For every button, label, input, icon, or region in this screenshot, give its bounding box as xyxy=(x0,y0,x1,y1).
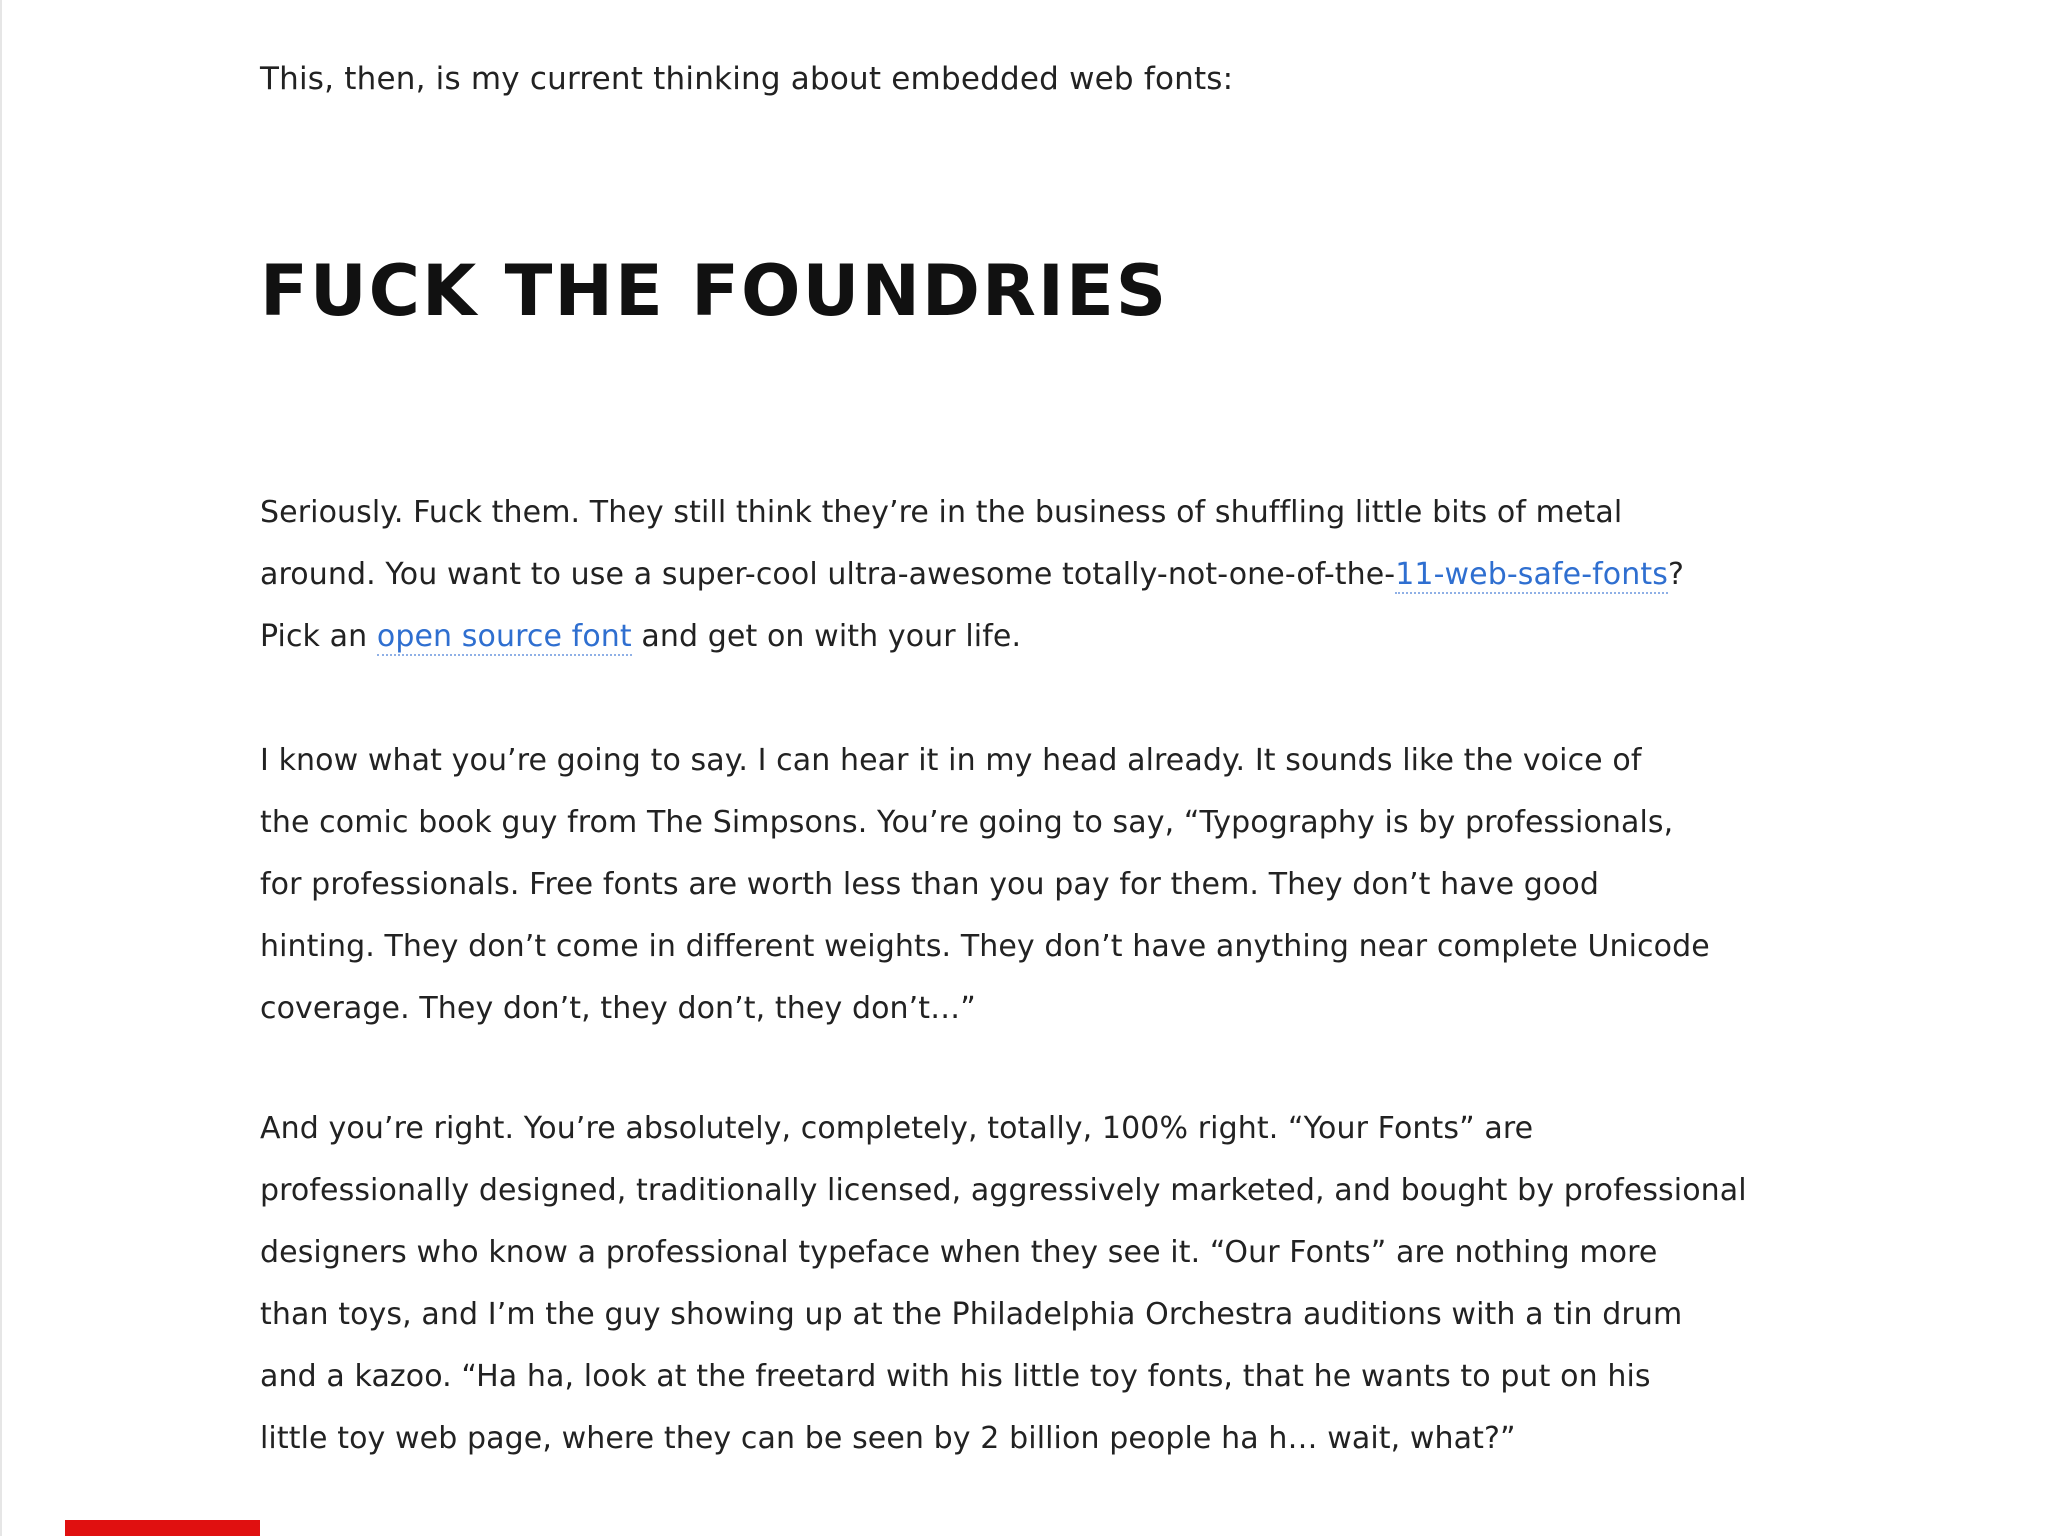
paragraph-2-line: hinting. They don’t come in different weights. They don’t have anything near complete Unicode xyxy=(260,929,1710,964)
paragraph-1-line-3 xyxy=(260,606,1680,668)
red-accent-bar xyxy=(65,1520,260,1536)
paragraph-1-line-3-end: and get on with your life. xyxy=(631,619,1022,654)
paragraph-3-line: than toys, and I’m the guy showing up at the Philadelphia Orchestra auditions with a tin drum xyxy=(260,1297,1683,1332)
paragraph-3-line: little toy web page, where they can be seen by 2 billion people ha h… wait, what?” xyxy=(260,1421,1516,1456)
paragraph-1-line-3-text: Pick an xyxy=(260,619,377,654)
page-left-border xyxy=(0,0,2,1536)
intro-paragraph: This, then, is my current thinking about embedded web fonts: xyxy=(260,61,1234,97)
paragraph-2-line: the comic book guy from The Simpsons. You’re going to say, “Typography is by professionals, xyxy=(260,805,1674,840)
web-safe-fonts-link[interactable]: 11-web-safe-fonts xyxy=(1395,557,1668,592)
paragraph-1-line-2-text: around. You want to use a super-cool ultra-awesome totally-not-one-of-the- xyxy=(260,557,1396,592)
paragraph-1-line-1: Seriously. Fuck them. They still think they’re in the business of shuffling little bits of metal xyxy=(260,495,1623,530)
paragraph-3-line: And you’re right. You’re absolutely, completely, totally, 100% right. “Your Fonts” are xyxy=(260,1111,1534,1146)
open-source-font-link[interactable]: open source font xyxy=(376,619,632,654)
paragraph-3-line: and a kazoo. “Ha ha, look at the freetard with his little toy fonts, that he wants to put on his xyxy=(260,1359,1651,1394)
paragraph-1-line-2-end: ? xyxy=(1667,557,1684,592)
paragraph-1-line-2 xyxy=(260,544,1684,606)
paragraph-3-line: professionally designed, traditionally licensed, aggressively marketed, and bought by professional xyxy=(260,1173,1747,1208)
paragraph-1 xyxy=(260,482,1684,668)
article-headline: FUCK THE FOUNDRIES xyxy=(260,250,1169,332)
paragraph-2 xyxy=(260,730,1710,1040)
paragraph-3-line: designers who know a professional typeface when they see it. “Our Fonts” are nothing more xyxy=(260,1235,1658,1270)
paragraph-3 xyxy=(260,1098,1747,1470)
paragraph-2-line: coverage. They don’t, they don’t, they don’t…” xyxy=(260,991,976,1026)
paragraph-2-line: I know what you’re going to say. I can hear it in my head already. It sounds like the voice of xyxy=(260,743,1642,778)
paragraph-2-line: for professionals. Free fonts are worth less than you pay for them. They don’t have good xyxy=(260,867,1599,902)
